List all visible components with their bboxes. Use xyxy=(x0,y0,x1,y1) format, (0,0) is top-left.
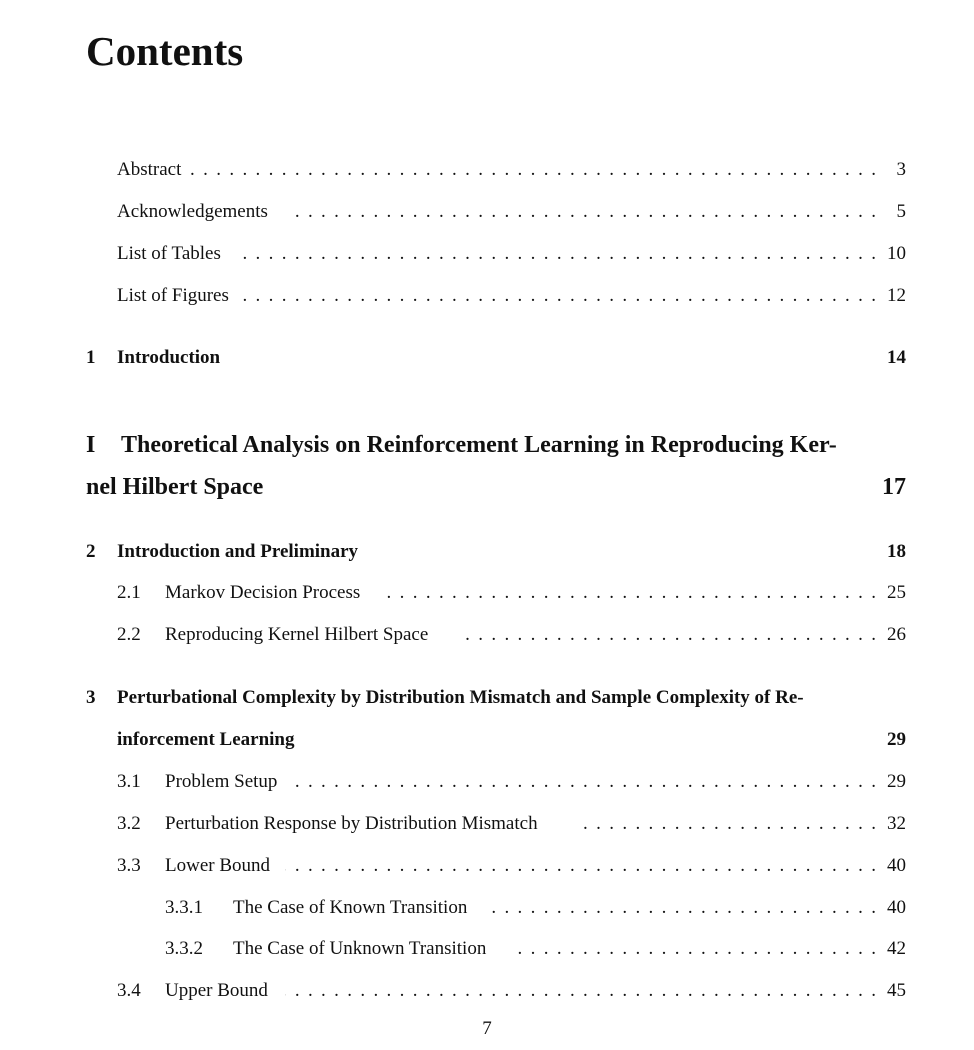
toc-entry-page: 12 xyxy=(879,283,906,309)
chapter-number: 2 xyxy=(86,541,96,562)
section-number: 3.3 xyxy=(117,855,141,876)
part-number: I xyxy=(86,432,96,458)
dot-leader xyxy=(515,936,876,962)
chapter-page: 14 xyxy=(879,345,906,371)
toc-entry-page: 10 xyxy=(879,241,906,267)
part-title-line-2: nel Hilbert Space xyxy=(86,474,264,500)
chapter-title-line-2: inforcement Learning xyxy=(117,729,295,750)
section-number: 3.4 xyxy=(117,980,141,1001)
dot-leader xyxy=(190,157,876,183)
chapter-page: 29 xyxy=(887,729,906,750)
chapter-number: 3 xyxy=(86,687,96,708)
section-page: 29 xyxy=(879,769,906,795)
toc-section-3-1[interactable] xyxy=(0,769,974,795)
dot-leader xyxy=(285,978,876,1004)
part-title-line-1: Theoretical Analysis on Reinforcement Learning in Reproducing Ker- xyxy=(121,432,837,458)
section-number: 3.1 xyxy=(117,771,141,792)
section-label: Perturbation Response by Distribution Mismatch xyxy=(165,811,546,837)
toc-entry-page: 3 xyxy=(889,157,907,183)
section-number: 2.1 xyxy=(117,582,141,603)
section-label: Reproducing Kernel Hilbert Space xyxy=(165,622,436,648)
section-page: 25 xyxy=(879,580,906,606)
toc-chapter-1[interactable] xyxy=(0,345,974,371)
dot-leader xyxy=(240,241,876,267)
dot-leader xyxy=(580,811,876,837)
section-page: 40 xyxy=(879,853,906,879)
toc-section-2-2[interactable] xyxy=(0,622,974,648)
chapter-number: 1 xyxy=(86,347,96,368)
toc-subsection-3-3-2[interactable] xyxy=(0,936,974,962)
chapter-label: Introduction and Preliminary xyxy=(117,541,359,562)
section-label: Markov Decision Process xyxy=(165,580,368,606)
dot-leader xyxy=(285,853,876,879)
toc-entry-label: List of Figures xyxy=(117,283,237,309)
section-page: 45 xyxy=(879,978,906,1004)
section-number: 2.2 xyxy=(117,624,141,645)
toc-chapter-2[interactable] xyxy=(0,539,974,565)
chapter-page: 18 xyxy=(879,539,906,565)
subsection-label: The Case of Unknown Transition xyxy=(233,936,494,962)
toc-entry-label: Acknowledgements xyxy=(117,199,276,225)
dot-leader xyxy=(240,283,876,309)
toc-entry-label: Abstract xyxy=(117,157,189,183)
subsection-page: 40 xyxy=(879,895,906,921)
dot-leader xyxy=(290,199,876,225)
dot-leader xyxy=(460,622,876,648)
toc-entry-page: 5 xyxy=(889,199,907,225)
toc-entry-list-of-tables[interactable] xyxy=(0,241,974,267)
section-number: 3.2 xyxy=(117,813,141,834)
toc-entry-abstract[interactable] xyxy=(0,157,974,183)
subsection-page: 42 xyxy=(879,936,906,962)
toc-entry-label: List of Tables xyxy=(117,241,229,267)
page-title: Contents xyxy=(86,28,244,74)
toc-section-2-1[interactable] xyxy=(0,580,974,606)
section-page: 32 xyxy=(879,811,906,837)
dot-leader xyxy=(490,895,876,921)
toc-section-3-4[interactable] xyxy=(0,978,974,1004)
page-footer-number: 7 xyxy=(482,1018,492,1039)
section-label: Problem Setup xyxy=(165,769,285,795)
chapter-title-line-1: Perturbational Complexity by Distribution Mismatch and Sample Complexity of Re- xyxy=(117,687,804,708)
section-page: 26 xyxy=(879,622,906,648)
subsection-label: The Case of Known Transition xyxy=(233,895,475,921)
subsection-number: 3.3.2 xyxy=(165,938,203,959)
toc-entry-list-of-figures[interactable] xyxy=(0,283,974,309)
subsection-number: 3.3.1 xyxy=(165,897,203,918)
section-label: Lower Bound xyxy=(165,853,278,879)
dot-leader xyxy=(380,580,876,606)
toc-entry-acknowledgements[interactable] xyxy=(0,199,974,225)
chapter-label: Introduction xyxy=(117,347,221,368)
toc-section-3-3[interactable] xyxy=(0,853,974,879)
part-page: 17 xyxy=(882,474,906,500)
section-label: Upper Bound xyxy=(165,978,276,1004)
dot-leader xyxy=(290,769,876,795)
toc-subsection-3-3-1[interactable] xyxy=(0,895,974,921)
toc-section-3-2[interactable] xyxy=(0,811,974,837)
